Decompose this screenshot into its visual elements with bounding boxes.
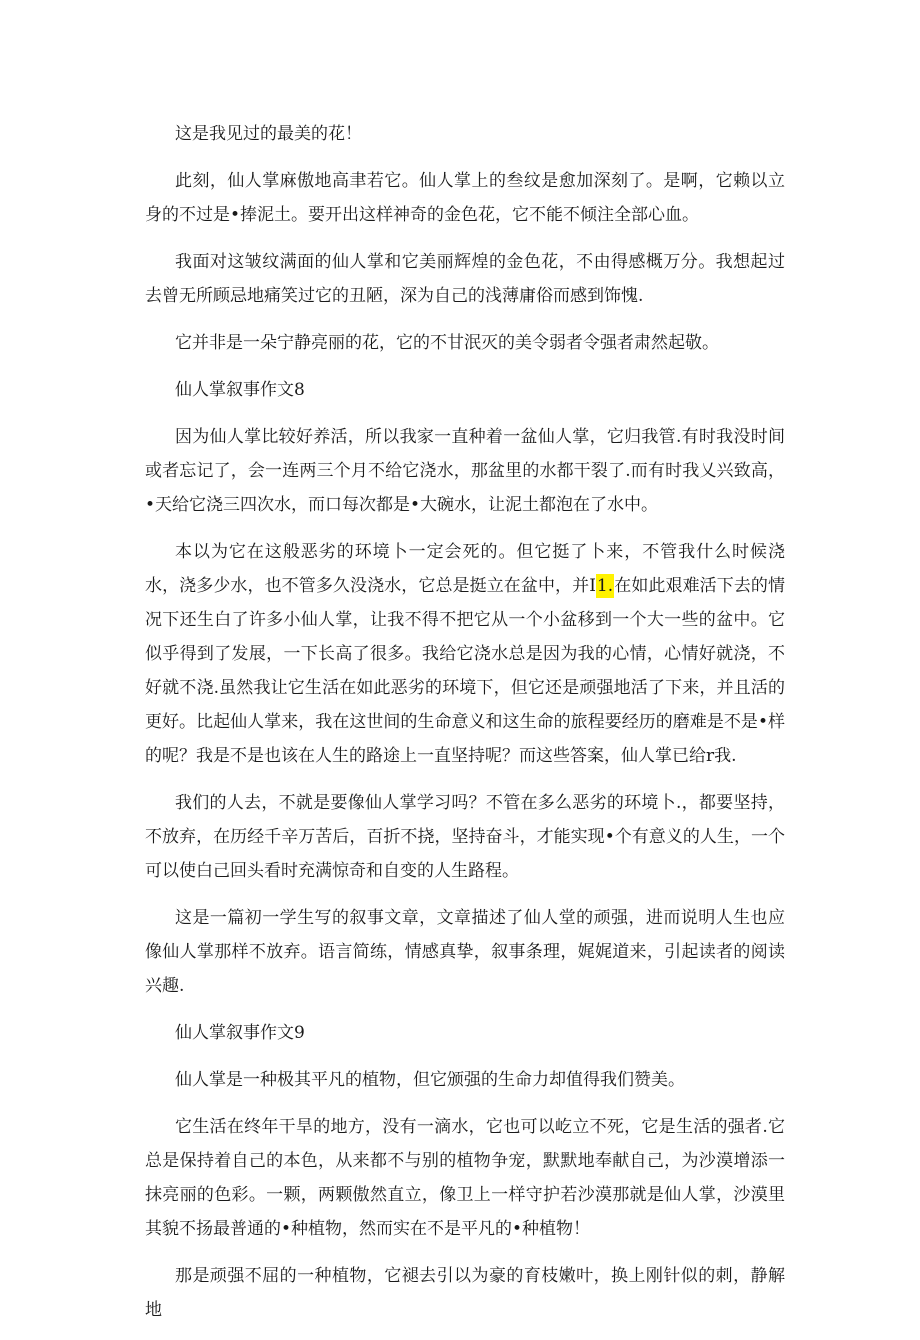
paragraph: 它并非是一朵宁静亮丽的花，它的不甘泯灭的美令弱者令强者肃然起敬。 <box>175 333 719 353</box>
document-body <box>145 117 785 1340</box>
paragraph: 这是一篇初一学生写的叙事文章，文章描述了仙人堂的顽强，进而说明人生也应像仙人掌那样不放弃。语言简练，情感真挚，叙事条理，娓娓道来，引起读者的阅读兴趣. <box>145 908 785 996</box>
paragraph <box>145 535 785 773</box>
paragraph: 仙人掌是一种极其平凡的植物，但它颁强的生命力却值得我们赞美。 <box>175 1070 685 1090</box>
paragraph: 因为仙人掌比较好养活，所以我家一直种着一盆仙人掌，它归我管.有时我没时间或者忘记了，会一连两三个月不给它浇水，那盆里的水都干裂了.而有时我乂兴致高，•天给它浇三四次水，而口每次都是•大碗水，让泥土都泡在了水中。 <box>145 427 785 515</box>
paragraph: 我面对这皱纹满面的仙人掌和它美丽辉煌的金色花，不由得感概万分。我想起过去曾无所顾忌地痛笑过它的丑陋，深为自己的浅薄庸俗而感到饰愧. <box>145 252 785 306</box>
paragraph: 此刻，仙人掌麻傲地高聿若它。仙人掌上的叁纹是愈加深刻了。是啊，它赖以立身的不过是•捧泥土。要开出这样神奇的金色花，它不能不倾注全部心血。 <box>145 171 785 225</box>
section-heading: 仙人掌叙事作文8 <box>175 380 305 400</box>
paragraph: 这是我见过的最美的花！ <box>175 124 362 144</box>
paragraph-text: 本以为它在这般恶劣的环境卜一定会死的。但它挺了卜来，不管我什么时候浇水，浇多少水，也不管多久没浇水，它总是挺立在盆中，并I <box>145 542 785 596</box>
paragraph: 它生活在终年干旱的地方，没有一滴水，它也可以屹立不死，它是生活的强者.它总是保持着自己的本色，从来都不与别的植物争宠，默默地奉献自己，为沙漠增添一抹亮丽的色彩。一颗，两颗傲然直立，像卫上一样守护若沙漠那就是仙人掌，沙漠里其貌不扬最普通的•种植物，然而实在不是平凡的•种植物！ <box>145 1117 785 1239</box>
paragraph-text: 在如此艰难活下去的情况下还生白了许多小仙人掌，让我不得不把它从一个小盆移到一个大一些的盆中。它似乎得到了发展，一下长高了很多。我给它浇水总是因为我的心情，心情好就浇，不好就不浇.虽然我让它生活在如此恶劣的环境下，但它还是顽强地活了下来，并且活的更好。比起仙人掌来，我在这世间的生命意义和这生命的旅程要经历的磨难是不是•样的呢？我是不是也该在人生的路途上一直坚持呢？而这些答案，仙人掌已给r我. <box>145 576 786 766</box>
paragraph: 我们的人去，不就是要像仙人掌学习吗？不管在多么恶劣的环境卜.，都要坚持，不放弃，在历经千辛万苦后，百折不挠，坚持奋斗，才能实现•个有意义的人生，一个可以使白己回头看时充满惊奇和自变的人生路程。 <box>145 793 785 881</box>
paragraph: 那是顽强不屈的一种植物，它褪去引以为豪的育枝嫩叶，换上刚针似的刺，静解地 <box>145 1266 785 1320</box>
section-heading: 仙人掌叙事作文9 <box>175 1023 305 1043</box>
highlighted-text: 1. <box>596 576 614 596</box>
